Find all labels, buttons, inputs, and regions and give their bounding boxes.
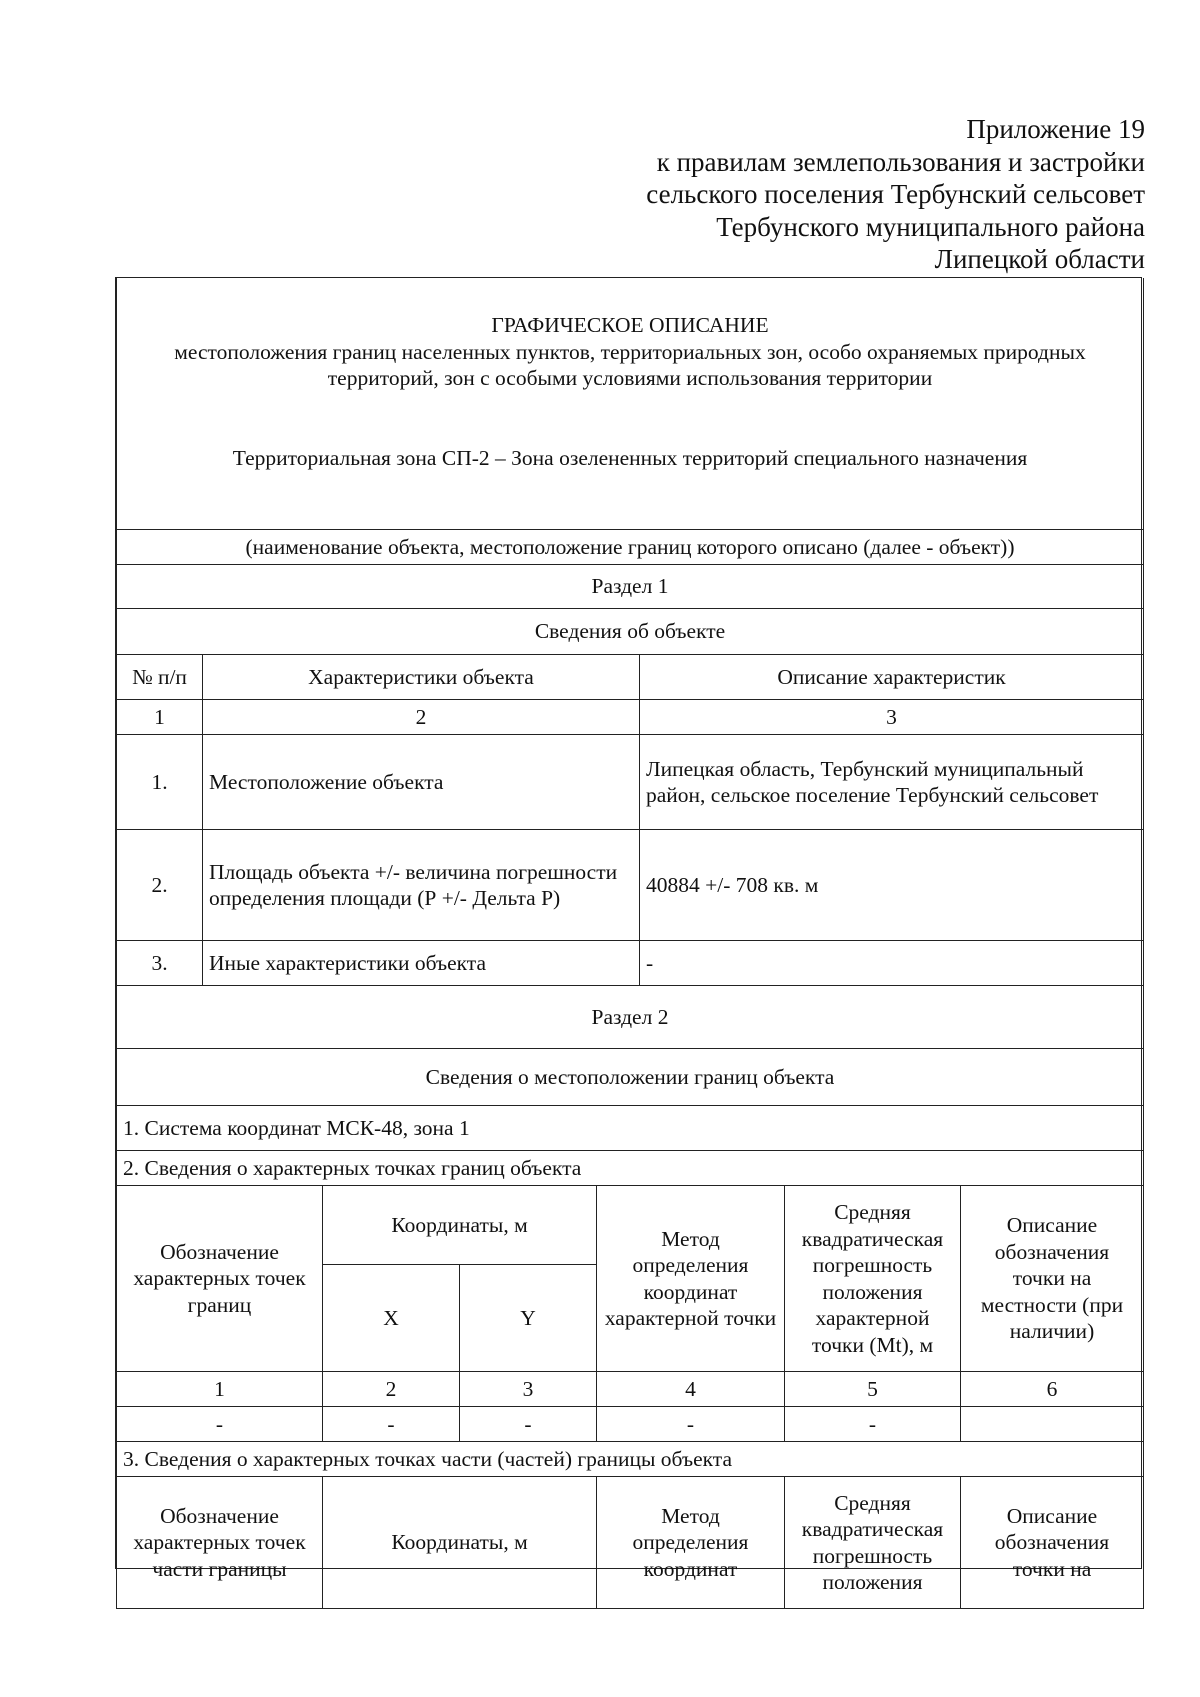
row-name: Площадь объекта +/- величина погрешности определения площади (Р +/- Дельта Р) — [203, 830, 640, 941]
appendix-line-district: Тербунского муниципального района — [716, 211, 1145, 242]
header-point-description: Описание обозначения точки на местности (при наличии) — [961, 1186, 1144, 1372]
graphic-description-table — [116, 278, 1144, 1609]
header-y: Y — [460, 1265, 597, 1372]
part-points-title: 3. Сведения о характерных точках части (частей) границы объекта — [117, 1442, 1144, 1477]
row-value: Липецкая область, Тербунский муниципальный район, сельское поселение Тербунский сельсовет — [640, 735, 1144, 830]
row-name: Иные характеристики объекта — [203, 941, 640, 986]
part-header-error: Средняя квадратическая погрешность положения — [785, 1477, 961, 1609]
cell-error: - — [785, 1407, 961, 1442]
part-header-method: Метод определения координат — [597, 1477, 785, 1609]
appendix-header — [646, 113, 1145, 276]
col-number-4: 4 — [597, 1372, 785, 1407]
points-title: 2. Сведения о характерных точках границ объекта — [117, 1151, 1144, 1186]
header-designation: Обозначение характерных точек границ — [117, 1186, 323, 1372]
col-number-2: 2 — [323, 1372, 460, 1407]
document-frame — [115, 277, 1142, 1594]
table-row — [117, 941, 1144, 986]
part-header-designation: Обозначение характерных точек части границы — [117, 1477, 323, 1609]
header-error: Средняя квадратическая погрешность положения характерной точки (Mt), м — [785, 1186, 961, 1372]
part-header-coordinates: Координаты, м — [323, 1477, 597, 1609]
cell-designation: - — [117, 1407, 323, 1442]
part-header-description: Описание обозначения точки на — [961, 1477, 1144, 1609]
table-row — [117, 1407, 1144, 1442]
row-value: 40884 +/- 708 кв. м — [640, 830, 1144, 941]
section2-title: Сведения о местоположении границ объекта — [117, 1049, 1144, 1106]
appendix-line-rules: к правилам землепользования и застройки — [656, 146, 1145, 177]
title-block — [117, 278, 1144, 530]
row-num: 3. — [117, 941, 203, 986]
section1-title: Сведения об объекте — [117, 609, 1144, 655]
col-number-6: 6 — [961, 1372, 1144, 1407]
cell-description — [961, 1407, 1144, 1442]
row-value: - — [640, 941, 1144, 986]
header-method: Метод определения координат характерной точки — [597, 1186, 785, 1372]
table-row — [117, 830, 1144, 941]
cell-x: - — [323, 1407, 460, 1442]
col-number-1: 1 — [117, 700, 203, 735]
header-coordinates: Координаты, м — [323, 1186, 597, 1265]
header-description: Описание характеристик — [640, 655, 1144, 700]
zone-name: Территориальная зона СП-2 – Зона озелененных территорий специального назначения — [232, 445, 1028, 470]
header-characteristics: Характеристики объекта — [203, 655, 640, 700]
object-caption: (наименование объекта, местоположение границ которого описано (далее - объект)) — [117, 530, 1144, 565]
col-number-2: 2 — [203, 700, 640, 735]
document-heading: ГРАФИЧЕСКОЕ ОПИСАНИЕ — [491, 313, 769, 337]
appendix-number: Приложение 19 — [966, 114, 1145, 144]
appendix-line-region: Липецкой области — [934, 244, 1145, 275]
col-number-3: 3 — [460, 1372, 597, 1407]
cell-method: - — [597, 1407, 785, 1442]
coordinate-system: 1. Система координат МСК-48, зона 1 — [117, 1106, 1144, 1151]
cell-y: - — [460, 1407, 597, 1442]
col-number-3: 3 — [640, 700, 1144, 735]
document-subheading: местоположения границ населенных пунктов, территориальных зон, особо охраняемых природных территорий, зон с особыми условиями использования территории — [174, 339, 1086, 390]
header-x: X — [323, 1265, 460, 1372]
header-num: № п/п — [117, 655, 203, 700]
section2-label: Раздел 2 — [117, 986, 1144, 1049]
col-number-1: 1 — [117, 1372, 323, 1407]
row-name: Местоположение объекта — [203, 735, 640, 830]
appendix-line-settlement: сельского поселения Тербунский сельсовет — [646, 179, 1145, 210]
table-row — [117, 735, 1144, 830]
row-num: 2. — [117, 830, 203, 941]
col-number-5: 5 — [785, 1372, 961, 1407]
section1-label: Раздел 1 — [117, 565, 1144, 609]
row-num: 1. — [117, 735, 203, 830]
